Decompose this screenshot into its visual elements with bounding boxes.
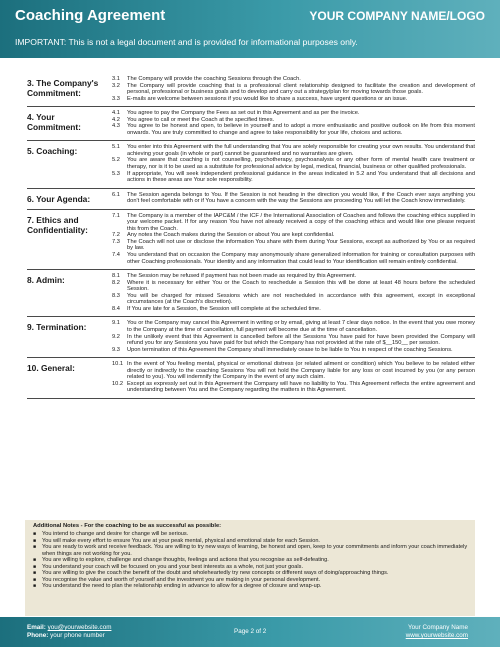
note-text: You are willing to explore, challenge and change thoughts, feelings and actions that you recognise as self-defeating. xyxy=(42,557,329,564)
bullet-icon: ■ xyxy=(33,544,37,551)
note-text: You are ready to work and receive feedback. You are willing to try new ways of learning, be honest and open, keep to your commitments and inform your coach immediately when things are not working for you. xyxy=(42,544,468,557)
agreement-sections xyxy=(27,73,475,399)
clause-list xyxy=(112,213,475,265)
footer-banner xyxy=(0,617,500,647)
clause xyxy=(112,144,475,157)
clause xyxy=(112,123,475,136)
note-text: You understand your coach will be focused on you and your best interests as a whole, not just your goals. xyxy=(42,563,303,570)
agreement-section xyxy=(27,317,475,358)
bullet-icon: ■ xyxy=(33,563,37,570)
bullet-icon: ■ xyxy=(33,531,37,537)
clause-text: The Session may be refused if payment has not been made as required by this Agreement. xyxy=(127,273,357,280)
bullet-icon: ■ xyxy=(33,570,37,577)
clause-text: The Session agenda belongs to You. If the Session is not heading in the direction you would like, if the Coach ever says anything you don't feel comfortable with or if You have a concern with the way the Sessions are proceeding You will let the Coach know immediately. xyxy=(127,191,475,205)
note-text: You will make every effort to ensure You are at your peak mental, physical and emotional state for each Session. xyxy=(42,537,320,544)
clause-number: 8.4 xyxy=(112,305,120,312)
clause xyxy=(112,293,475,306)
clause-text: You or the Company may cancel this Agreement in writing or by email, giving at least 7 clear days notice. In the event that you owe money to the Company at the time of cancellation, full payment will become due at the time of cancellation. xyxy=(127,320,475,333)
phone-number: your phone number xyxy=(50,632,105,639)
note-text: You recognise the value and worth of yourself and the investment you are making in your personal development. xyxy=(42,576,321,583)
clause-number: 10.1 xyxy=(112,361,124,368)
clause-text: The Coach will not use or disclose the information You share with them during Your Sessions, except as authorized by You or as required by law. xyxy=(127,238,475,252)
clause-text: You are aware that coaching is not counselling, psychotherapy, psychoanalysis or any other form of mental health care treatment or therapy, nor is it to be used as a substitute for professional advice by legal, medical, financial, business or other qualified professionals. xyxy=(127,157,475,171)
header-banner xyxy=(0,0,500,58)
clause-number: 3.1 xyxy=(112,76,120,82)
bullet-icon: ■ xyxy=(33,583,37,590)
clause xyxy=(112,361,475,381)
clause-number: 7.3 xyxy=(112,238,120,245)
email-label: Email: xyxy=(27,624,46,631)
section-title: 7. Ethics and Confidentiality: xyxy=(27,214,88,235)
clause xyxy=(112,347,475,354)
clause-number: 4.2 xyxy=(112,116,120,123)
clause-text: The Company is a member of the IAPC&M / the ICF / the International Association of Coaches and follows the coaching ethics supplied in your welcome packet. If for any reason You have not already received a copy of the coaching ethics and would like one please request this from the Coach. xyxy=(127,212,475,232)
agreement-section xyxy=(27,270,475,317)
clause-text: Except as expressly set out in this Agreement the Company will have no liability to You. This Agreement reflects the entire agreement and understanding between You and the Company regarding the matters in this Agreement. xyxy=(127,380,475,394)
clause-number: 5.3 xyxy=(112,170,120,177)
note-text: You are willing to give the coach the benefit of the doubt and wholeheartedly try new concepts or different ways of doing/approaching things. xyxy=(42,570,389,577)
clause-text: You understand that on occasion the Company may anonymously share generalized information for training or consultation purposes with other Coaching professionals. Your identity and any information that could lead to Your identification will remain entirely confidential. xyxy=(127,252,475,265)
clause xyxy=(112,306,475,313)
section-title: 4. Your Commitment: xyxy=(27,112,81,133)
clause xyxy=(112,171,475,184)
clause-text: E-mails are welcome between sessions if you would like to share a success, have urgent questions or an issue. xyxy=(127,95,408,102)
clause-number: 5.1 xyxy=(112,144,120,151)
agreement-section xyxy=(27,358,475,399)
clause-number: 7.4 xyxy=(112,252,120,259)
clause xyxy=(112,381,475,394)
clause xyxy=(112,239,475,252)
disclaimer-notice: IMPORTANT: This is not a legal document and is provided for informational purposes only. xyxy=(15,37,358,47)
clause-number: 5.2 xyxy=(112,157,120,164)
clause-number: 7.1 xyxy=(112,212,120,219)
clause-number: 7.2 xyxy=(112,232,120,239)
clause-number: 9.3 xyxy=(112,346,120,353)
section-title: 3. The Company's Commitment: xyxy=(27,78,99,98)
bullet-icon: ■ xyxy=(33,557,37,564)
clause-text: You enter into this Agreement with the full understanding that You are solely responsible for creating your own results. You understand that achieving your goals (in whole or part) cannot be guaranteed and no warranties are given. xyxy=(127,144,475,157)
clause-text: Where it is necessary for either You or the Coach to reschedule a Session this will be done at least 48 hours before the scheduled Session. xyxy=(127,279,475,293)
section-title: 6. Your Agenda: xyxy=(27,193,91,204)
footer-contact xyxy=(27,624,111,640)
clause-text: The Company will provide coaching that is a professional client relationship designed to facilitate the creation and development of personal, professional or business goals and to develop and carry out a strategy/plan for moving towards those goals. xyxy=(127,82,475,96)
clause-text: In the event of You feeling mental, physical or emotional distress (or related ailment or condition) which You believe to be related either directly or indirectly to the coaching Sessions You will not hold the Company liable for any loss or cost incurred by you (or any person related to you). You will indemnify the Company in the event of any such claim. xyxy=(127,361,475,381)
clause-text: The Company will provide the coaching Sessions through the Coach. xyxy=(127,76,301,82)
clause-number: 4.1 xyxy=(112,110,120,117)
page-number: Page 2 of 2 xyxy=(234,628,267,635)
clause-number: 8.1 xyxy=(112,273,120,280)
clause-number: 6.1 xyxy=(112,191,120,198)
clause-number: 8.2 xyxy=(112,279,120,286)
clause xyxy=(112,334,475,347)
clause-number: 8.3 xyxy=(112,292,120,299)
note-item xyxy=(33,583,469,590)
clause-text: Upon termination of this Agreement the Company shall immediately cease to be liable to You in respect of the coaching Sessions. xyxy=(127,346,453,353)
clause-number: 10.2 xyxy=(112,380,124,387)
company-name: Your Company Name xyxy=(408,624,468,631)
clause-text: You agree to be honest and open, to believe in yourself and to adopt a more enthusiastic and positive outlook on life from this moment onwards. You are truly committed to change and agree to take responsibility for your life, choices and actions. xyxy=(127,123,475,136)
company-logo-placeholder: YOUR COMPANY NAME/LOGO xyxy=(309,9,485,23)
clause-list xyxy=(112,76,475,102)
clause-text: You agree to call or meet the Coach at the specified times. xyxy=(127,116,275,123)
clause xyxy=(112,213,475,233)
agreement-section xyxy=(27,141,475,188)
agreement-section xyxy=(27,210,475,270)
clause xyxy=(112,96,475,103)
clause-number: 9.2 xyxy=(112,333,120,340)
clause-list xyxy=(112,273,475,312)
clause-text: If You are late for a Session, the Session will complete at the scheduled time. xyxy=(127,305,321,312)
phone-label: Phone: xyxy=(27,632,49,639)
section-title: 10. General: xyxy=(27,363,75,374)
clause-list xyxy=(112,110,475,136)
clause-text: If appropriate, You will seek independent professional guidance in the areas indicated in 5.2 and You understand that all decisions and actions in these areas are Your sole responsibility. xyxy=(127,170,475,184)
website-link[interactable]: www.yourwebsite.com xyxy=(405,632,468,639)
agreement-section xyxy=(27,189,475,210)
clause-list xyxy=(112,144,475,183)
clause-text: Any notes the Coach makes during the Session or about You are kept confidential. xyxy=(127,232,335,239)
clause xyxy=(112,157,475,170)
clause xyxy=(112,83,475,96)
notes-title: Additional Notes - For the coaching to be as successful as possible: xyxy=(33,523,222,529)
clause-list xyxy=(112,361,475,394)
agreement-section xyxy=(27,107,475,141)
notes-list xyxy=(33,531,469,590)
clause-list xyxy=(112,192,475,205)
clause xyxy=(112,280,475,293)
footer-company xyxy=(406,624,468,640)
section-title: 5. Coaching: xyxy=(27,146,78,157)
bullet-icon: ■ xyxy=(33,576,37,583)
agreement-section xyxy=(27,73,475,107)
clause-list xyxy=(112,320,475,353)
section-title: 9. Termination: xyxy=(27,322,87,333)
clause-number: 9.1 xyxy=(112,320,120,327)
clause-text: You agree to pay the Company the Fees as set out in this Agreement and as per the invoice. xyxy=(127,110,360,117)
note-text: You understand the need to plan the relationship ending in advance to allow for a degree of closure and wrap-up. xyxy=(42,583,322,590)
additional-notes-box xyxy=(25,520,475,616)
clause-number: 3.3 xyxy=(112,95,120,102)
clause xyxy=(112,252,475,265)
note-text: You intend to change and desire for change will be serious. xyxy=(42,531,189,537)
clause xyxy=(112,192,475,205)
clause-number: 3.2 xyxy=(112,82,120,89)
email-link[interactable]: you@yourwebsite.com xyxy=(47,624,112,631)
clause-text: In the unlikely event that this Agreement is cancelled before all the Sessions You have paid for have been provided the Company will refund you for any Sessions you have paid for but which the Company has not provided at the rate of $__150__ per session. xyxy=(127,333,475,347)
document-title: Coaching Agreement xyxy=(15,7,166,24)
clause-number: 4.3 xyxy=(112,123,120,130)
section-title: 8. Admin: xyxy=(27,275,65,286)
clause-text: You will be charged for missed Sessions which are not rescheduled in accordance with this agreement, except in exceptional circumstances (at the Coach's discretion). xyxy=(127,292,475,306)
note-item xyxy=(33,544,469,557)
clause xyxy=(112,320,475,333)
bullet-icon: ■ xyxy=(33,537,37,544)
